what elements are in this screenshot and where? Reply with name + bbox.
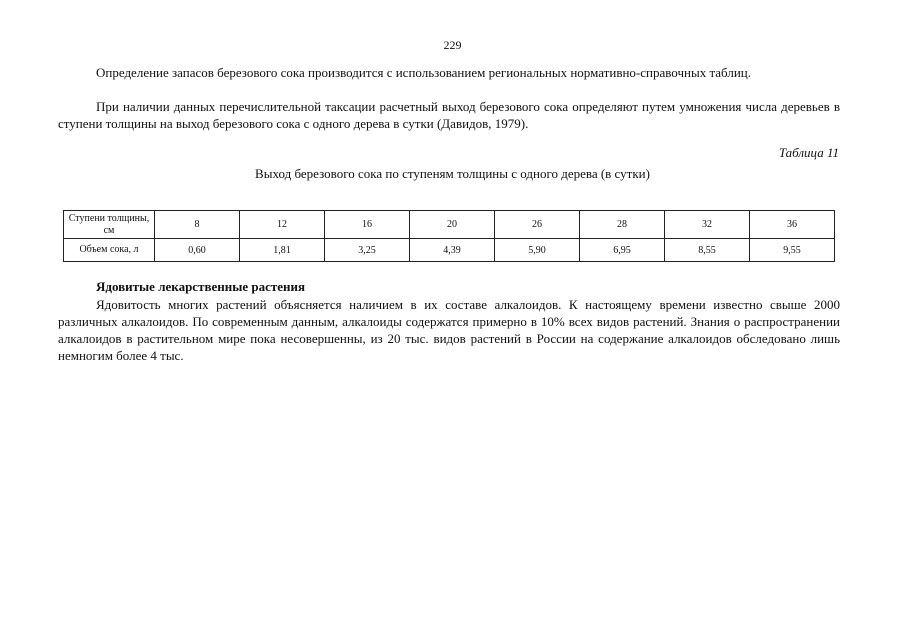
table-cell-volume: 6,95 — [580, 239, 665, 262]
table-cell-thickness: 20 — [410, 211, 495, 239]
table-cell-volume: 3,25 — [325, 239, 410, 262]
table-row — [64, 239, 835, 262]
table-row — [64, 211, 835, 239]
paragraph-alkaloids: Ядовитость многих растений объясняется наличием в их составе алкалоидов. К настоящему времени известно свыше 2000 различных алкалоидов. По современным данным, алкалоиды содержатся примерно в 10% всех видов растений. Знания о распространении алкалоидов в растительном мире пока несовершенны, из 20 тыс. видов растений в России на содержание алкалоидов обследовано лишь немногим более 4 тыс. — [58, 297, 840, 363]
page-number: 229 — [443, 38, 462, 52]
table-cell-thickness: 36 — [750, 211, 835, 239]
table-cell-volume: 5,90 — [495, 239, 580, 262]
paragraph-birch-sap-yield: При наличии данных перечислительной таксации расчетный выход березового сока определяют путем умножения числа деревьев в ступени толщины на выход березового сока с одного дерева в сутки (Давидов, 1979). — [58, 99, 840, 131]
table-cell-thickness: 32 — [665, 211, 750, 239]
table-cell-thickness: 8 — [155, 211, 240, 239]
table-cell-thickness: 28 — [580, 211, 665, 239]
table-cell-thickness: 26 — [495, 211, 580, 239]
table-cell-volume: 4,39 — [410, 239, 495, 262]
table-cell-thickness: 12 — [240, 211, 325, 239]
table-cell-volume: 9,55 — [750, 239, 835, 262]
row-header-thickness: Ступени толщины, см — [64, 211, 155, 239]
table-cell-thickness: 16 — [325, 211, 410, 239]
row-header-volume: Объем сока, л — [64, 239, 155, 262]
birch-sap-table — [63, 210, 835, 262]
table-label: Таблица 11 — [778, 145, 839, 160]
table-cell-volume: 0,60 — [155, 239, 240, 262]
table-cell-volume: 8,55 — [665, 239, 750, 262]
table-title: Выход березового сока по ступеням толщины с одного дерева (в сутки) — [255, 166, 650, 181]
paragraph-birch-sap-reserves: Определение запасов березового сока производится с использованием региональных нормативно-справочных таблиц. — [96, 65, 751, 80]
table-cell-volume: 1,81 — [240, 239, 325, 262]
section-heading: Ядовитые лекарственные растения — [96, 279, 306, 294]
